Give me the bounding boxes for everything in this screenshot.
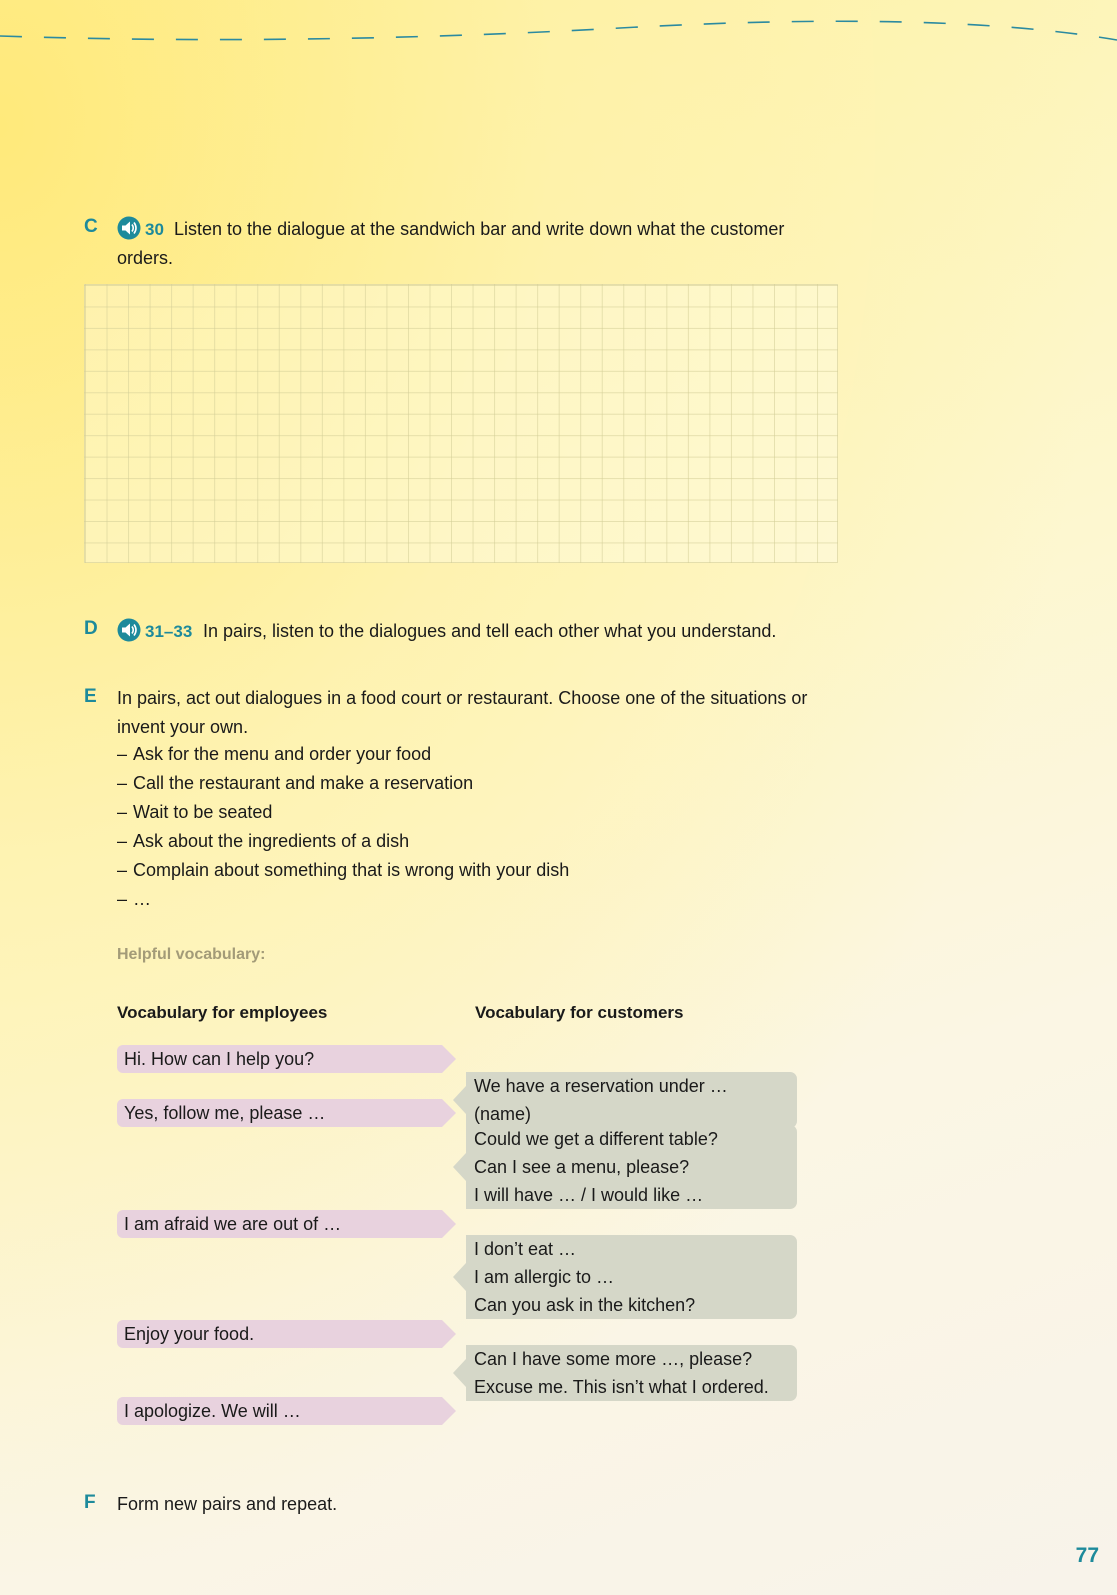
cut-line-dashes <box>0 10 1117 50</box>
page-number: 77 <box>1075 1544 1099 1567</box>
audio-speaker-icon[interactable] <box>117 216 141 240</box>
situation-list <box>117 740 569 914</box>
exercise-f-instruction: Form new pairs and repeat. <box>117 1494 338 1514</box>
list-item: – … <box>117 889 151 909</box>
employees-vocabulary-heading: Vocabulary for employees <box>117 1003 328 1022</box>
customer-phrase: Can I have some more …, please? <box>474 1349 753 1369</box>
customer-phrase-group <box>466 1072 797 1128</box>
customer-phrase-group <box>466 1345 797 1401</box>
exercise-d-letter: D <box>84 618 98 639</box>
exercise-c-instruction-line1: Listen to the dialogue at the sandwich bar and write down what the customer <box>174 219 785 239</box>
track-number: 30 <box>145 220 164 239</box>
employee-phrase: I am afraid we are out of … <box>117 1210 442 1238</box>
employee-phrase: I apologize. We will … <box>117 1397 442 1425</box>
customer-phrase: I am allergic to … <box>474 1267 615 1287</box>
list-item: – Complain about something that is wrong with your dish <box>117 860 570 880</box>
customer-phrase: I don’t eat … <box>474 1239 577 1259</box>
customer-phrase-group <box>466 1235 797 1319</box>
employee-phrase: Enjoy your food. <box>117 1320 442 1348</box>
list-item: – Ask for the menu and order your food <box>117 744 432 764</box>
customers-vocabulary-heading: Vocabulary for customers <box>475 1003 684 1022</box>
helpful-vocabulary-label: Helpful vocabulary: <box>117 946 266 963</box>
exercise-e-instruction-line2: invent your own. <box>117 717 249 737</box>
exercise-d-instruction: In pairs, listen to the dialogues and tell each other what you understand. <box>203 621 777 641</box>
employee-phrase: Hi. How can I help you? <box>117 1045 442 1073</box>
customer-phrase: I will have … / I would like … <box>474 1185 704 1205</box>
writing-grid[interactable] <box>84 284 838 563</box>
exercise-e-instruction-line1: In pairs, act out dialogues in a food court or restaurant. Choose one of the situations or <box>117 688 808 708</box>
customer-phrase-group <box>466 1125 797 1209</box>
list-item: – Wait to be seated <box>117 802 273 822</box>
list-item: – Ask about the ingredients of a dish <box>117 831 410 851</box>
exercise-c-letter: C <box>84 216 98 237</box>
customer-phrase: Excuse me. This isn’t what I ordered. <box>474 1377 769 1397</box>
track-number: 31–33 <box>145 622 193 641</box>
exercise-f-letter: F <box>84 1492 96 1513</box>
customer-phrase: Can you ask in the kitchen? <box>474 1295 696 1315</box>
customer-phrase: Can I see a menu, please? <box>474 1157 690 1177</box>
exercise-e-letter: E <box>84 686 97 707</box>
employee-phrase: Yes, follow me, please … <box>117 1099 442 1127</box>
list-item: – Call the restaurant and make a reservation <box>117 773 474 793</box>
exercise-c-instruction-line2: orders. <box>117 248 174 268</box>
customer-phrase: Could we get a different table? <box>474 1129 718 1149</box>
customer-phrase: We have a reservation under … (name) <box>474 1076 728 1124</box>
audio-speaker-icon[interactable] <box>117 618 141 642</box>
